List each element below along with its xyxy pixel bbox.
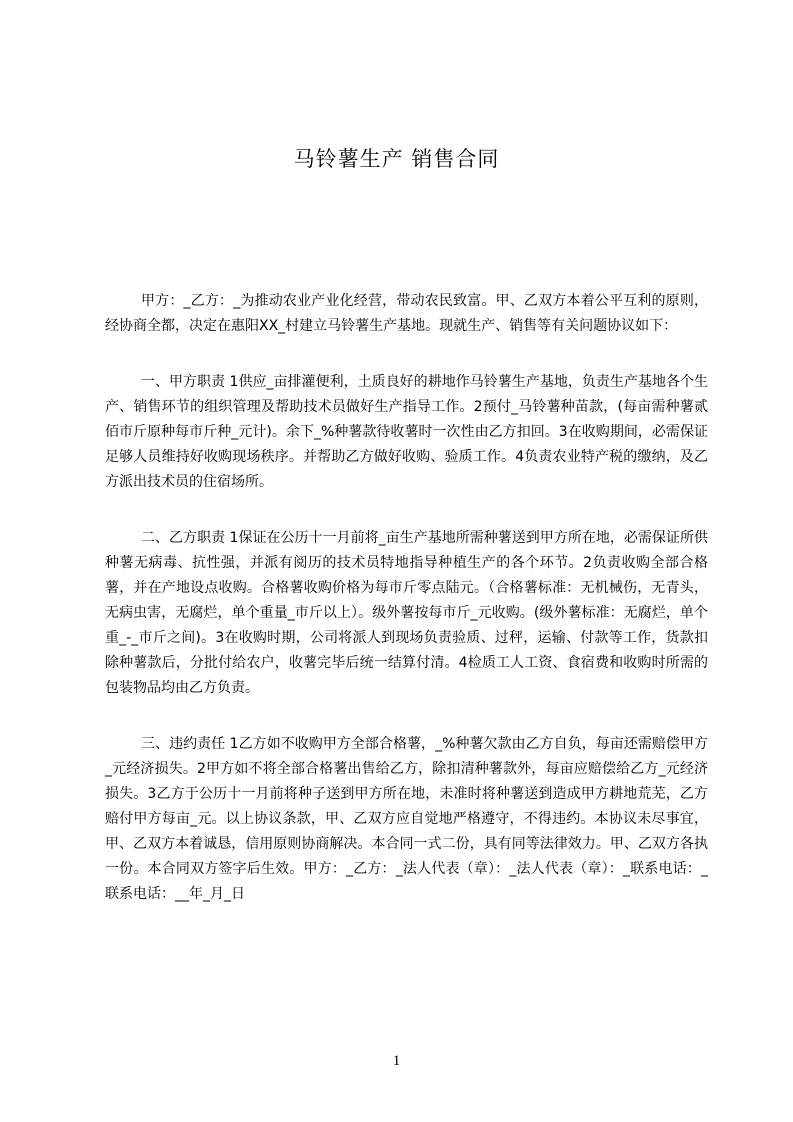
document-body (105, 289, 708, 938)
page-number: 1 (392, 1053, 401, 1069)
breach-liability-paragraph: 三、违约责任 1乙方如不收购甲方全部合格薯，_%种薯欠款由乙方自负，每亩还需赔偿甲方_元经济损失。2甲方如不将全部合格薯出售给乙方，除扣清种薯款外，每亩应赔偿给乙方_元经济损失。3乙方于公历十一月前将种子送到甲方所在地，未准时将种薯送到造成甲方耕地荒芜，乙方赔付甲方每亩_元。以上协议条款，甲、乙双方应自觉地严格遵守，不得违约。本协议未尽事宜，甲、乙双方本着诚恳，信用原则协商解决。本合同一式二份，具有同等法律效力。甲、乙双方各执一份。本合同双方签字后生效。甲方：_乙方：_法人代表（章）：_法人代表（章）：_联系电话：_联系电话：__年_月_日 (105, 736, 708, 902)
party-a-duties-paragraph: 一、甲方职责 1供应_亩排灌便利，土质良好的耕地作马铃薯生产基地，负责生产基地各个生产、销售环节的组织管理及帮助技术员做好生产指导工作。2预付_马铃薯种苗款，(每亩需种薯贰佰市斤原种每市斤种_元计)。余下_%种薯款待收薯时一次性由乙方扣回。3在收购期间，必需保证足够人员维持好收购现场秩序。并帮助乙方做好收购、验质工作。4负责农业特产税的缴纳，及乙方派出技术员的住宿场所。 (105, 374, 708, 490)
intro-paragraph: 甲方：_乙方：_为推动农业产业化经营，带动农民致富。甲、乙双方本着公平互利的原则，经协商全都，决定在惠阳XX_村建立马铃薯生产基地。现就生产、销售等有关问题协议如下： (105, 293, 708, 334)
document-title: 马铃薯生产 销售合同 (293, 147, 500, 171)
party-b-duties-paragraph: 二、乙方职责 1保证在公历十一月前将_亩生产基地所需种薯送到甲方所在地，必需保证所供种薯无病毒、抗性强，并派有阅历的技术员特地指导种植生产的各个环节。2负责收购全部合格薯，并在产地设点收购。合格薯收购价格为每市斤零点陆元。（合格薯标准：无机械伤，无青头，无病虫害，无腐烂，单个重量_市斤以上）。级外薯按每市斤_元收购。(级外薯标准：无腐烂，单个重_-_市斤之间)。3在收购时期，公司将派人到现场负责验质、过秤，运输、付款等工作，货款扣除种薯款后，分批付给农户，收薯完毕后统一结算付清。4检质工人工资、食宿费和收购时所需的包装物品均由乙方负责。 (105, 530, 708, 696)
